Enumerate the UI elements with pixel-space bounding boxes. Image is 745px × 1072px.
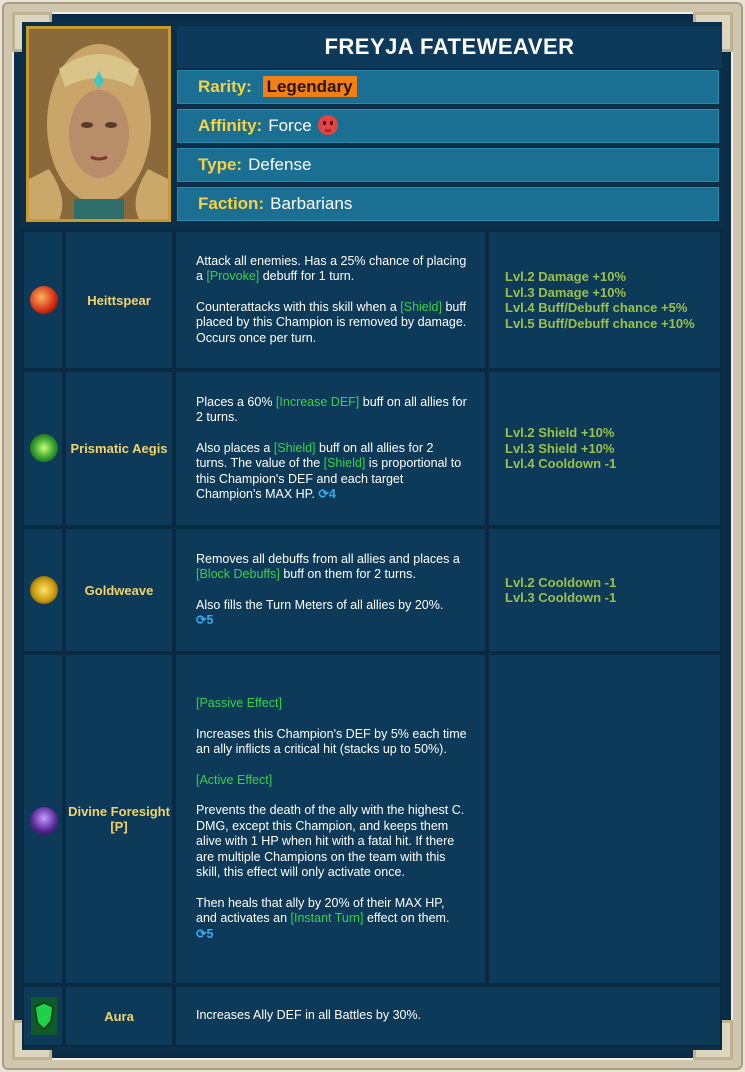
skill-icon-cell [22,370,64,527]
spear-icon [30,286,58,314]
skill-icon-cell [22,653,64,985]
skill-books [487,230,722,370]
goldweave-icon [30,576,58,604]
skill-name: Prismatic Aegis [64,370,174,527]
book-line: Lvl.2 Damage +10% [505,269,627,284]
book-line: Lvl.3 Shield +10% [505,440,615,456]
skill-icon-cell [22,230,64,370]
skill-description: Places a 60% [Increase DEF] buff on all allies for 2 turns. Also places a [Shield] buff on all allies for 2 turns. The value of the [Shield] is proportional to this Champion's DEF and each target Champion's MAX HP. ⟳4 [174,370,487,527]
skill-description: [Passive Effect] Increases this Champion's DEF by 5% each time an ally inflicts a critical hit (stacks up to 50%). [Active Effect] Prevents the death of the ally with the highest C. DMG, except this Champion, and keeps them alive with 1 HP when hit with a fatal hit. If there are multiple Champions on the team with this skill, this effect will only activate once. Then heals that ally by 20% of their MAX HP, and activates an [Instant Turn] effect on them. ⟳5 [174,653,487,985]
champion-name: FREYJA FATEWEAVER [177,26,722,68]
book-line: Lvl.5 Buff/Debuff chance +10% [505,315,695,331]
faction-row [177,187,719,221]
skill-row [22,370,722,527]
book-line: Lvl.2 Cooldown -1 [505,574,617,590]
champion-card [22,22,722,1050]
skill-description: Removes all debuffs from all allies and places a [Block Debuffs] buff on them for 2 turns. Also fills the Turn Meters of all allies by 20%. ⟳5 [174,527,487,653]
skill-name: Heittspear [64,230,174,370]
faction-label: Faction: [198,194,265,213]
skill-name: Aura [64,985,174,1047]
skill-books [487,370,722,527]
skill-description: Attack all enemies. Has a 25% chance of placing a [Provoke] debuff for 1 turn. Counterattacks with this skill when a [Shield] buff placed by this Champion is removed by damage. Occurs once per turn. [174,230,487,370]
book-line: Lvl.2 Shield +10% [505,425,615,441]
type-row [177,148,719,182]
book-line: Lvl.3 Cooldown -1 [505,590,617,605]
skill-row [22,527,722,653]
aura-shield-icon [31,997,57,1035]
aegis-icon [30,434,58,462]
rarity-label: Rarity: [198,77,252,96]
skill-row [22,653,722,985]
cooldown-value: 4 [328,487,336,501]
affinity-value: Force [268,116,312,135]
aura-row [22,985,722,1047]
cooldown-icon: ⟳ [318,487,329,501]
foresight-icon [30,807,58,835]
cooldown-value: 5 [206,926,214,941]
passive-label: [Passive Effect] [196,696,282,710]
skill-icon-cell [22,985,64,1047]
skill-name: Goldweave [64,527,174,653]
cooldown-icon: ⟳ [196,613,207,627]
book-line: Lvl.4 Buff/Debuff chance +5% [505,300,688,315]
book-line: Lvl.4 Cooldown -1 [505,456,617,472]
skill-row [22,230,722,370]
type-value: Defense [248,155,312,174]
skill-books [487,527,722,653]
rarity-row [177,70,719,104]
affinity-label: Affinity: [198,116,263,135]
force-skull-icon [318,115,338,135]
skill-icon-cell [22,527,64,653]
affinity-row [177,109,719,143]
skill-name: Divine Foresight [P] [64,653,174,985]
skill-books [487,653,722,985]
cooldown-value: 5 [206,613,214,627]
book-line: Lvl.3 Damage +10% [505,284,627,300]
rarity-badge: Legendary [263,76,357,97]
type-label: Type: [198,155,243,174]
skill-description: Increases Ally DEF in all Battles by 30%. [174,985,722,1047]
cooldown-icon: ⟳ [196,926,207,941]
champion-portrait [26,26,171,222]
faction-value: Barbarians [270,194,353,213]
active-label: [Active Effect] [196,772,273,787]
